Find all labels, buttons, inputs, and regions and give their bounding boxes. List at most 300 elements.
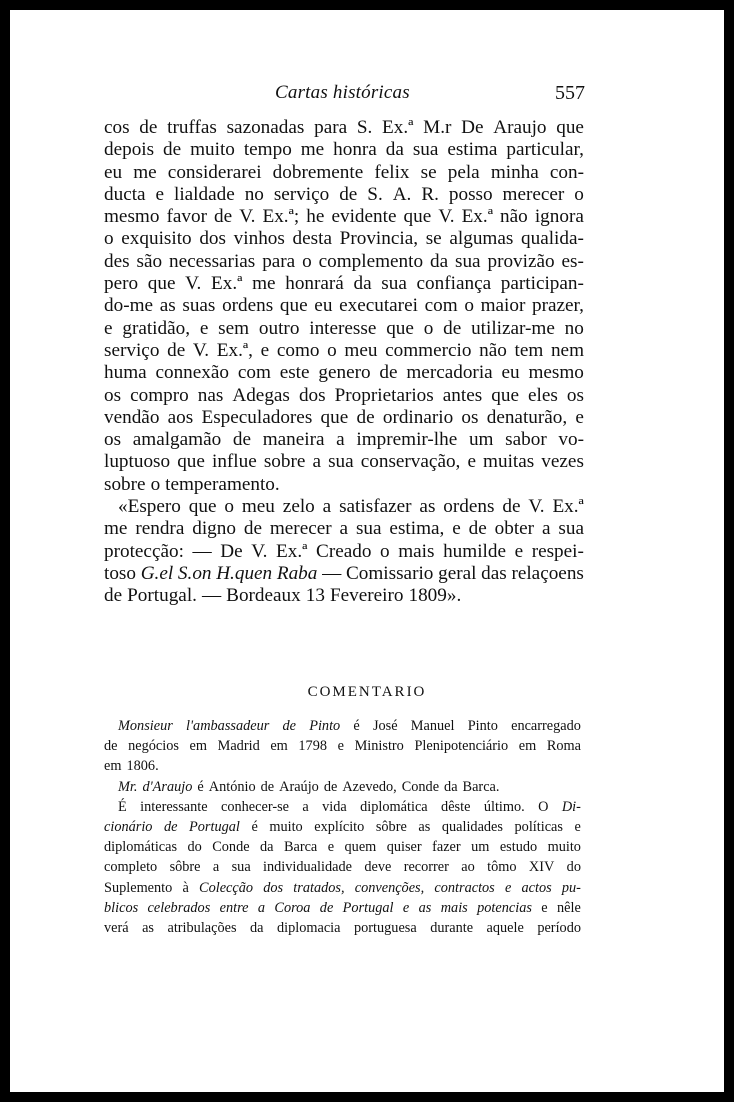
commentary-line: [104, 898, 581, 918]
word: merecer: [502, 183, 565, 205]
commentary-line: [104, 736, 581, 756]
word: a: [339, 518, 349, 540]
word: fazer: [432, 839, 461, 856]
word: a: [257, 899, 266, 916]
word: honrará: [285, 273, 344, 295]
word: as: [159, 295, 176, 317]
word: celebrados: [147, 899, 211, 916]
word: período: [537, 920, 581, 937]
word: como: [276, 339, 320, 361]
word: que: [147, 273, 176, 295]
word: e: [104, 317, 113, 339]
word: Ministro: [354, 738, 404, 755]
word: de: [243, 518, 262, 540]
word: particular,: [506, 139, 584, 161]
word: 1806.: [126, 758, 159, 775]
word: potencias: [477, 899, 532, 916]
word: da: [250, 920, 264, 937]
word: verá: [104, 920, 129, 937]
word: zelo: [282, 496, 315, 518]
word: eu: [314, 295, 333, 317]
word: blicos: [104, 899, 139, 916]
word: S.: [356, 117, 373, 138]
word: prazer,: [532, 295, 584, 317]
letter-line: [104, 251, 584, 273]
word: as: [418, 819, 431, 836]
word: sua: [558, 518, 584, 540]
word: provizão: [487, 250, 555, 272]
word: Ex.ª,: [216, 339, 253, 361]
word: utilizar-me: [471, 317, 555, 339]
word: de: [502, 496, 521, 518]
word: a: [322, 496, 332, 518]
word: de: [323, 778, 338, 795]
letter-line: [104, 273, 584, 295]
word: e: [260, 339, 270, 361]
letter-line: [104, 585, 584, 607]
word: qualida-: [521, 228, 584, 250]
word: nêle: [557, 899, 581, 916]
word: Fevereiro: [329, 585, 404, 607]
word: de: [104, 585, 123, 607]
word: aos: [167, 406, 194, 428]
word: me: [252, 273, 276, 295]
word: é: [251, 819, 258, 836]
letter-line: [104, 496, 584, 518]
word: e: [402, 899, 410, 916]
word: a: [336, 429, 345, 451]
word: Barca.: [462, 778, 500, 795]
word: cos: [104, 117, 130, 138]
word: tratados,: [293, 879, 345, 896]
word: de: [104, 738, 118, 755]
word: Adegas: [232, 384, 290, 406]
word: humilde: [443, 540, 506, 562]
word: R.: [421, 183, 439, 205]
word: Madrid: [217, 738, 260, 755]
word: respei-: [531, 540, 584, 562]
word: conservação,: [360, 451, 461, 473]
word: portuguesa: [353, 920, 417, 937]
letter-line: [104, 162, 584, 184]
word: ordinario: [382, 406, 454, 428]
word: diplomáticas: [104, 839, 178, 856]
word: antes: [442, 384, 483, 406]
letter-line: [104, 429, 584, 451]
word: as: [418, 899, 432, 916]
word: de: [260, 778, 275, 795]
word: Ex.ª: [382, 117, 414, 138]
word: relaçoens: [511, 562, 584, 584]
word: sobre: [104, 473, 146, 495]
word: rendra: [135, 518, 185, 540]
letter-line: [104, 474, 584, 496]
word: geral: [438, 562, 477, 584]
word: contractos: [434, 879, 495, 896]
word: e: [467, 451, 476, 473]
word: 13: [305, 585, 325, 607]
commentary-line: [104, 878, 581, 898]
word: Roma: [546, 738, 581, 755]
word: o: [104, 228, 114, 250]
word: sobre: [263, 451, 306, 473]
commentary-text: [104, 716, 581, 938]
word: e: [504, 879, 512, 896]
word: os: [566, 384, 584, 406]
word: António: [208, 778, 256, 795]
word: desta: [292, 228, 332, 250]
word: 1798: [298, 738, 327, 755]
word: os: [104, 384, 122, 406]
word: último.: [483, 798, 525, 815]
word: XIV: [528, 859, 555, 876]
word: de: [214, 206, 233, 228]
word: do-me: [104, 295, 154, 317]
word: e: [575, 406, 584, 428]
word: ao: [461, 859, 475, 876]
letter-line: [104, 385, 584, 407]
word: gratidão,: [122, 317, 191, 339]
word: —: [201, 585, 222, 607]
word: É: [118, 798, 127, 815]
letter-line: [104, 362, 584, 384]
word: —: [192, 540, 212, 562]
word: sazonadas: [226, 117, 305, 138]
word: huma: [104, 362, 147, 384]
word: merecer: [269, 518, 332, 540]
word: entre: [219, 899, 249, 916]
word: satisfazer: [339, 496, 412, 518]
word: dêste: [441, 798, 471, 815]
letter-line: [104, 117, 584, 139]
word: conhecer-se: [221, 798, 289, 815]
word: ignora: [534, 206, 584, 228]
commentary-line: [104, 777, 581, 797]
word: V.: [528, 496, 545, 518]
word: Especuladores: [201, 406, 313, 428]
word: G.el: [140, 562, 174, 584]
word: quem: [344, 839, 377, 856]
word: S.on: [177, 562, 212, 584]
word: commercio: [385, 339, 472, 361]
word: que: [279, 295, 308, 317]
word: Bordeaux: [226, 585, 301, 607]
word: V.: [251, 540, 268, 562]
word: em: [104, 758, 122, 775]
word: vezes: [541, 451, 584, 473]
word: V.: [192, 339, 210, 361]
word: connexão: [155, 362, 229, 384]
word: à: [182, 879, 189, 896]
word: mesmo: [528, 362, 584, 384]
section-heading-comentario: COMENTARIO: [307, 684, 427, 700]
word: vendão: [104, 406, 160, 428]
word: maior: [480, 295, 526, 317]
word: de: [164, 819, 178, 836]
word: José: [372, 718, 398, 734]
word: e: [574, 819, 581, 836]
word: complemento: [318, 250, 424, 272]
word: vida: [322, 798, 347, 815]
word: V.: [239, 206, 256, 228]
word: depois: [104, 139, 155, 161]
word: atribulações: [167, 920, 237, 937]
word: o: [302, 250, 312, 272]
word: são: [136, 250, 163, 272]
word: em: [518, 738, 537, 755]
word: sôbre: [375, 819, 407, 836]
word: e: [514, 540, 524, 562]
word: não: [479, 339, 507, 361]
word: este: [279, 362, 310, 384]
word: De: [461, 117, 484, 138]
word: o: [464, 295, 474, 317]
word: V.: [185, 273, 202, 295]
word: o: [327, 339, 337, 361]
word: para: [314, 117, 348, 138]
word: recorrer: [403, 859, 449, 876]
word: mercadoria: [406, 362, 493, 384]
word: no: [244, 183, 264, 205]
word: Araujo: [493, 117, 547, 138]
word: actos: [521, 879, 552, 896]
word: que: [491, 384, 519, 406]
word: pela: [447, 161, 480, 183]
word: Barca: [283, 839, 318, 856]
word: d'Araujo: [142, 778, 193, 795]
word: das: [481, 562, 507, 584]
word: mais: [398, 540, 435, 562]
word: M.r: [423, 117, 452, 138]
word: V.: [438, 206, 455, 228]
word: es-: [561, 250, 584, 272]
word: sua: [455, 250, 481, 272]
word: digno: [192, 518, 236, 540]
word: quiser: [386, 839, 422, 856]
word: se: [425, 228, 442, 250]
word: me: [104, 518, 128, 540]
word: eu: [104, 161, 123, 183]
word: políticas: [514, 819, 563, 836]
commentary-line: [104, 756, 581, 776]
word: Ex.ª: [461, 206, 493, 228]
word: pero: [104, 273, 139, 295]
word: Creado: [316, 540, 372, 562]
word: felix: [374, 161, 410, 183]
word: exquisito: [121, 228, 192, 250]
word: no: [564, 317, 584, 339]
word: dos: [298, 384, 326, 406]
word: nas: [197, 384, 224, 406]
word: que: [320, 406, 349, 428]
word: maneira: [262, 429, 325, 451]
word: e: [199, 317, 209, 339]
word: favor: [166, 206, 207, 228]
word: Ex.ª: [211, 273, 243, 295]
word: Plenipotenciário: [414, 738, 509, 755]
word: participan-: [500, 273, 584, 295]
word: explícito: [314, 819, 365, 836]
word: outro: [258, 317, 300, 339]
book-page: [10, 10, 724, 1092]
word: he: [306, 206, 325, 228]
word: sôbre: [169, 859, 201, 876]
word: Provincia,: [339, 228, 419, 250]
word: algumas: [449, 228, 514, 250]
word: individualidade: [263, 859, 352, 876]
word: um: [468, 429, 494, 451]
word: muito: [547, 839, 581, 856]
word: compro: [130, 384, 189, 406]
word: o: [574, 183, 584, 205]
word: qualidades: [441, 819, 503, 836]
word: do: [187, 839, 202, 856]
letter-line: [104, 563, 584, 585]
word: ordens: [443, 496, 495, 518]
word: com: [424, 295, 458, 317]
letter-line: [104, 518, 584, 540]
word: Ex.ª;: [262, 206, 300, 228]
page-number: 557: [555, 82, 585, 104]
word: meu: [344, 339, 378, 361]
word: dobremente: [272, 161, 364, 183]
word: Conde: [401, 778, 440, 795]
word: que: [386, 317, 414, 339]
word: Pinto: [309, 718, 341, 734]
word: nem: [550, 339, 584, 361]
word: diplomacia: [276, 920, 341, 937]
word: eles: [528, 384, 558, 406]
word: Proprietarios: [334, 384, 434, 406]
commentary-line: [104, 817, 581, 837]
word: vinhos: [233, 228, 285, 250]
word: que: [556, 117, 584, 138]
word: posso: [448, 183, 493, 205]
letter-line: [104, 318, 584, 340]
word: interessante: [140, 798, 208, 815]
commentary-line: [104, 837, 581, 857]
word: e: [452, 518, 461, 540]
word: ducta: [104, 183, 146, 205]
word: toso: [104, 562, 136, 584]
running-title: Cartas históricas: [275, 82, 410, 103]
word: Di-: [561, 798, 581, 815]
word: a: [312, 451, 321, 473]
word: de: [356, 406, 375, 428]
word: Portugal.: [127, 585, 197, 607]
word: o: [150, 473, 161, 495]
word: muitas: [483, 451, 535, 473]
word: tempo: [243, 139, 292, 161]
letter-line: [104, 228, 584, 250]
word: estudo: [499, 839, 538, 856]
word: des: [104, 250, 130, 272]
word: de: [167, 339, 186, 361]
word: que: [177, 451, 205, 473]
word: Azevedo,: [342, 778, 397, 795]
word: me: [133, 161, 157, 183]
word: o: [224, 496, 234, 518]
word: Conde: [212, 839, 250, 856]
word: muito: [190, 139, 235, 161]
word: durante: [430, 920, 474, 937]
word: H.quen: [216, 562, 273, 584]
word: da: [429, 250, 449, 272]
page-header: [110, 82, 585, 112]
word: mais: [440, 899, 468, 916]
word: Portugal: [189, 819, 240, 836]
letter-line: [104, 340, 584, 362]
word: dos: [199, 228, 226, 250]
letter-line: [104, 541, 584, 563]
word: A.: [392, 183, 412, 205]
word: diplomática: [360, 798, 428, 815]
word: tem: [514, 339, 544, 361]
word: Pinto: [467, 718, 498, 734]
word: encarregado: [511, 718, 581, 734]
word: considerarei: [167, 161, 262, 183]
letter-line: [104, 451, 584, 473]
word: sua: [231, 859, 251, 876]
word: sua: [328, 451, 354, 473]
word: pu-: [561, 879, 581, 896]
word: tômo: [487, 859, 517, 876]
word: con-: [549, 161, 584, 183]
word: os: [461, 406, 479, 428]
word: cionário: [104, 819, 153, 836]
word: —: [322, 562, 342, 584]
word: que: [403, 206, 432, 228]
commentary-line: [104, 857, 581, 877]
word: deve: [364, 859, 392, 876]
word: de: [139, 117, 158, 138]
word: serviço: [104, 339, 160, 361]
word: Mr.: [118, 778, 138, 795]
word: e: [541, 899, 548, 916]
word: mesmo: [104, 206, 160, 228]
word: o: [380, 540, 390, 562]
word: Comissario: [345, 562, 434, 584]
word: a: [212, 859, 220, 876]
word: o: [423, 317, 434, 339]
word: Araújo: [279, 778, 319, 795]
word: não: [500, 206, 528, 228]
letter-line: [104, 139, 584, 161]
word: as: [419, 496, 436, 518]
word: dos: [263, 879, 284, 896]
letter-text: [104, 117, 584, 608]
word: necessarias: [168, 250, 256, 272]
word: de: [468, 518, 487, 540]
word: em: [270, 738, 288, 755]
word: da: [260, 839, 274, 856]
word: é: [197, 778, 204, 795]
word: me: [300, 139, 325, 161]
word: é: [353, 718, 360, 734]
word: de: [282, 718, 297, 734]
word: completo: [104, 859, 158, 876]
word: temperamento.: [165, 473, 280, 495]
word: Manuel: [410, 718, 455, 734]
word: de: [232, 429, 251, 451]
word: e: [337, 738, 344, 755]
word: a: [541, 518, 551, 540]
word: amalgamão: [132, 429, 222, 451]
word: Coroa: [274, 899, 311, 916]
word: Raba: [276, 562, 318, 584]
word: de: [443, 317, 462, 339]
word: sua: [381, 273, 407, 295]
